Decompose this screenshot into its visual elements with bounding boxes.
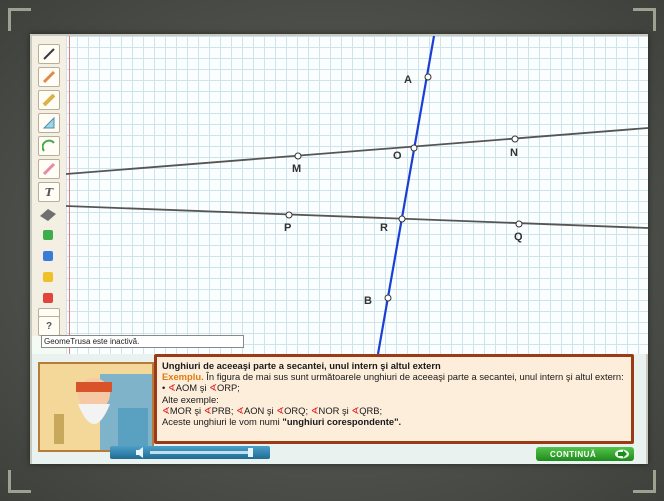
closing-sentence [162, 416, 626, 427]
frame-corner-bl [8, 470, 31, 493]
tool-palette [32, 36, 67, 336]
continue-button[interactable] [536, 447, 634, 461]
pencil-tool-button[interactable] [38, 67, 60, 87]
angle-symbol: ∢ [209, 382, 217, 394]
compass-icon [42, 162, 56, 176]
explanation-title: Unghiuri de aceeaşi parte a secantei, unul intern şi altul extern [162, 360, 441, 371]
bullet: • [162, 382, 166, 394]
angle-symbol: ∢ [203, 404, 212, 416]
pair-separator: şi [339, 404, 352, 416]
green-bucket-tool-button[interactable] [38, 225, 58, 243]
angle-orp: ORP; [216, 382, 240, 394]
lesson-window [30, 34, 648, 464]
label-q: Q [514, 231, 523, 243]
label-p: P [284, 222, 292, 234]
blue-bucket-icon [39, 247, 57, 263]
speaker-icon [136, 447, 143, 458]
text-tool-icon: T [44, 185, 54, 199]
frame-corner-tr [633, 8, 656, 31]
yellow-bucket-tool-button[interactable] [38, 267, 58, 285]
label-m: M [292, 163, 302, 175]
audio-bar-graphic [110, 446, 270, 459]
angle-nor: NOR [318, 404, 340, 416]
point-r [399, 216, 405, 222]
angle-symbol: ∢ [167, 382, 176, 394]
point-b [385, 295, 391, 301]
protractor-tool-button[interactable] [38, 136, 60, 156]
explanation-box [154, 354, 634, 444]
volume-slider-handle [248, 448, 253, 457]
point-m [295, 153, 301, 159]
closing-term: "unghiuri corespondente". [282, 416, 402, 428]
angle-symbol: ∢ [236, 404, 244, 416]
pair-separator: şi [197, 382, 210, 394]
angle-qrb: QRB; [359, 404, 383, 416]
arrow-right-icon [614, 449, 630, 459]
line-mn [66, 128, 648, 174]
blue-bucket-tool-button[interactable] [38, 246, 58, 264]
example-label: Exemplu. [162, 371, 204, 383]
help-button[interactable] [38, 316, 60, 336]
ruler-tool-button[interactable] [38, 90, 60, 110]
eraser-icon [38, 206, 58, 222]
point-p [286, 212, 292, 218]
lesson-panel [32, 354, 646, 464]
continue-label: CONTINUĂ [550, 449, 597, 459]
point-n [512, 136, 518, 142]
angle-symbol: ∢ [310, 404, 319, 416]
red-bucket-icon [39, 289, 57, 305]
other-examples-label: Alte exemple: [162, 393, 219, 405]
angle-aom: AOM [175, 382, 198, 394]
compass-tool-button[interactable] [38, 159, 60, 179]
angle-orq: ORQ; [284, 404, 309, 416]
set-square-tool-button[interactable] [38, 113, 60, 133]
label-r: R [380, 222, 388, 234]
example-paragraph [162, 371, 626, 382]
yellow-bucket-icon [39, 268, 57, 284]
pair-separator: şi [191, 404, 204, 416]
ruler-icon [42, 93, 56, 107]
drawing-canvas[interactable] [66, 36, 648, 354]
line-pq [66, 206, 648, 228]
protractor-icon [42, 139, 56, 153]
red-bucket-tool-button[interactable] [38, 288, 58, 306]
geometry-figure [66, 36, 648, 354]
point-a [425, 74, 431, 80]
pen-icon [42, 47, 56, 61]
example-pair-1 [162, 382, 626, 393]
pencil-icon [42, 70, 56, 84]
frame-corner-br [633, 470, 656, 493]
help-icon: ? [45, 320, 53, 332]
label-n: N [510, 147, 518, 159]
label-o: O [393, 150, 402, 162]
angle-symbol: ∢ [276, 404, 285, 416]
other-examples-list [162, 405, 626, 416]
point-q [516, 221, 522, 227]
pen-tool-button[interactable] [38, 44, 60, 64]
label-a: A [404, 74, 412, 86]
angle-mor: MOR [169, 404, 192, 416]
status-field: GeomeTrusa este inactivă. [41, 335, 244, 348]
eraser-tool-button[interactable] [38, 205, 58, 223]
angle-symbol: ∢ [351, 404, 360, 416]
angle-aon: AON [243, 404, 265, 416]
audio-control-bar[interactable] [110, 446, 270, 459]
teacher-portrait [38, 362, 154, 452]
label-b: B [364, 295, 372, 307]
closing-text: Aceste unghiuri le vom numi [162, 416, 283, 428]
example-text: În figura de mai sus sunt următoarele unghiuri de aceeaşi parte a secantei, unul intern şi altul extern: [203, 371, 624, 383]
set-square-icon [42, 116, 56, 130]
frame-corner-tl [8, 8, 31, 31]
teacher-illustration [40, 364, 152, 450]
text-tool-button[interactable] [38, 182, 60, 202]
angle-symbol: ∢ [162, 404, 170, 416]
pair-separator: şi [264, 404, 277, 416]
angle-prb: PRB; [211, 404, 234, 416]
green-bucket-icon [39, 226, 57, 242]
point-o [411, 145, 417, 151]
